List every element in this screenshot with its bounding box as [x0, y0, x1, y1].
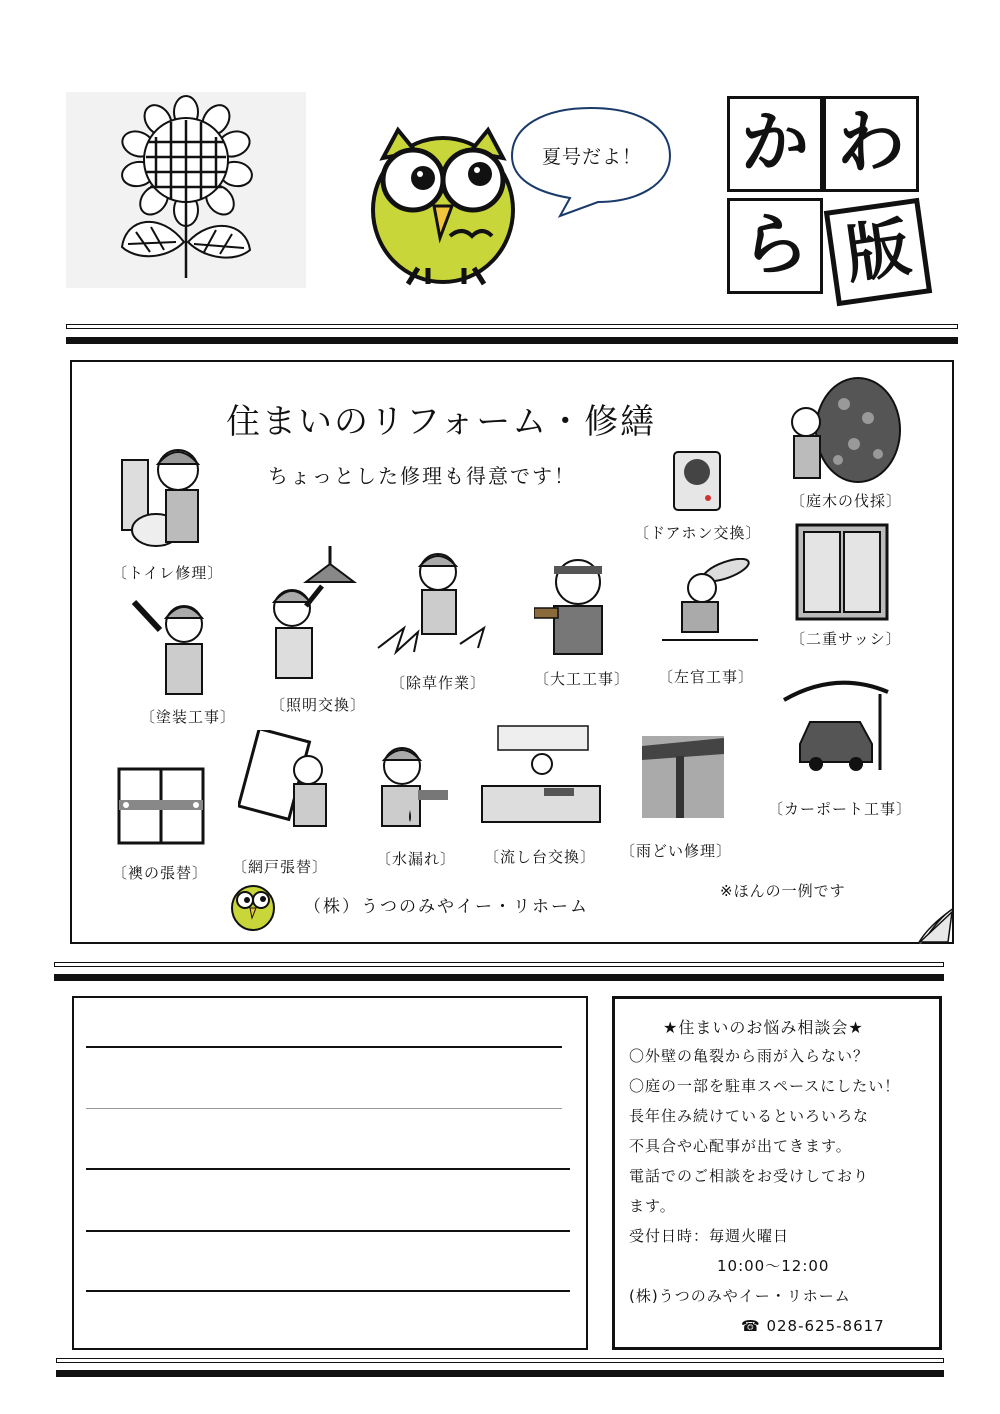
- caption-water-leak: 〔水漏れ〕: [376, 850, 457, 868]
- title-char-ka: か: [727, 96, 823, 192]
- caption-painting: 〔塗装工事〕: [140, 708, 237, 726]
- services-panel: [70, 360, 954, 944]
- consultation-title: ★住まいのお悩み相談会★: [663, 1018, 864, 1037]
- header-divider-thin: [66, 324, 958, 329]
- consultation-line: 電話でのご相談をお受けしており: [629, 1167, 870, 1185]
- caption-carport: 〔カーポート工事〕: [768, 800, 913, 818]
- title-char-han: 版: [824, 198, 932, 306]
- carport-illustration: [780, 670, 892, 772]
- page-curl: [918, 908, 954, 944]
- memo-line: [86, 1290, 570, 1292]
- middle-divider-thick: [54, 974, 944, 981]
- light-replacement-illustration: [266, 546, 366, 682]
- caption-toilet-repair: 〔トイレ修理〕: [112, 564, 224, 582]
- consultation-line: 長年住み続けているといろいろな: [629, 1107, 870, 1125]
- memo-line: [86, 1230, 570, 1232]
- caption-plastering: 〔左官工事〕: [658, 668, 755, 686]
- double-sash-illustration: [794, 522, 890, 622]
- footer-divider-thin: [56, 1358, 944, 1363]
- weeding-illustration: [374, 548, 494, 658]
- caption-gutter-repair: 〔雨どい修理〕: [620, 842, 733, 860]
- tree-cutting-illustration: [784, 374, 904, 486]
- carpentry-illustration: [534, 552, 622, 656]
- caption-double-sash: 〔二重サッシ〕: [790, 630, 902, 648]
- plastering-illustration: [662, 558, 758, 644]
- memo-line: [86, 1046, 562, 1048]
- consultation-line: 不具合や心配事が出てきます。: [629, 1137, 852, 1155]
- caption-weeding: 〔除草作業〕: [390, 674, 487, 692]
- gutter-repair-illustration: [640, 734, 726, 820]
- screen-door-illustration: [238, 730, 334, 830]
- fusuma-illustration: [116, 766, 206, 846]
- footer-divider-thick: [56, 1370, 944, 1377]
- caption-light-replacement: 〔照明交換〕: [270, 696, 367, 714]
- services-heading: 住まいのリフォーム・修繕: [226, 402, 657, 442]
- header-divider-thick: [66, 337, 958, 344]
- speech-bubble: [508, 104, 674, 218]
- reception-hours: 10:00～12:00: [717, 1257, 830, 1275]
- consultation-line: 〇庭の一部を駐車スペースにしたい！: [629, 1077, 901, 1095]
- memo-line: [86, 1168, 570, 1170]
- speech-text: 夏号だよ！: [541, 146, 642, 168]
- caption-sink-replacement: 〔流し台交換〕: [484, 848, 597, 866]
- owl-mascot: [368, 118, 518, 286]
- toilet-repair-illustration: [120, 440, 210, 550]
- middle-divider-thin: [54, 962, 944, 967]
- phone-number[interactable]: ☎ 028-625-8617: [741, 1317, 885, 1335]
- company-name: （株）うつのみやイー・リホーム: [304, 897, 589, 917]
- caption-carpentry: 〔大工工事〕: [534, 670, 631, 688]
- consultation-line: 〇外壁の亀裂から雨が入らない？: [629, 1047, 870, 1065]
- caption-doorphone: 〔ドアホン交換〕: [634, 524, 762, 542]
- painting-illustration: [130, 594, 220, 702]
- sunflower-icon: [66, 92, 306, 288]
- title-char-wa: わ: [823, 96, 919, 192]
- owl-icon: [368, 118, 518, 286]
- caption-tree-cutting: 〔庭木の伐採〕: [790, 492, 903, 510]
- water-leak-illustration: [368, 738, 452, 834]
- doorphone-illustration: [672, 450, 722, 512]
- services-subheading: ちょっとした修理も得意です！: [268, 464, 576, 488]
- consultation-line: ます。: [629, 1197, 676, 1215]
- sunflower-illustration: [66, 92, 306, 288]
- consultation-company: (株)うつのみやイー・リホーム: [629, 1287, 851, 1305]
- title-char-ra: ら: [727, 198, 823, 294]
- reception-days: 受付日時：毎週火曜日: [629, 1227, 790, 1245]
- example-note: ※ほんの一例です: [720, 882, 846, 900]
- memo-box: [72, 996, 588, 1350]
- caption-fusuma: 〔襖の張替〕: [112, 864, 209, 882]
- consultation-box: [612, 996, 942, 1350]
- small-owl-illustration: [230, 878, 276, 932]
- caption-screen-door: 〔網戸張替〕: [232, 858, 329, 876]
- sink-replacement-illustration: [478, 724, 604, 828]
- memo-line: [86, 1108, 562, 1109]
